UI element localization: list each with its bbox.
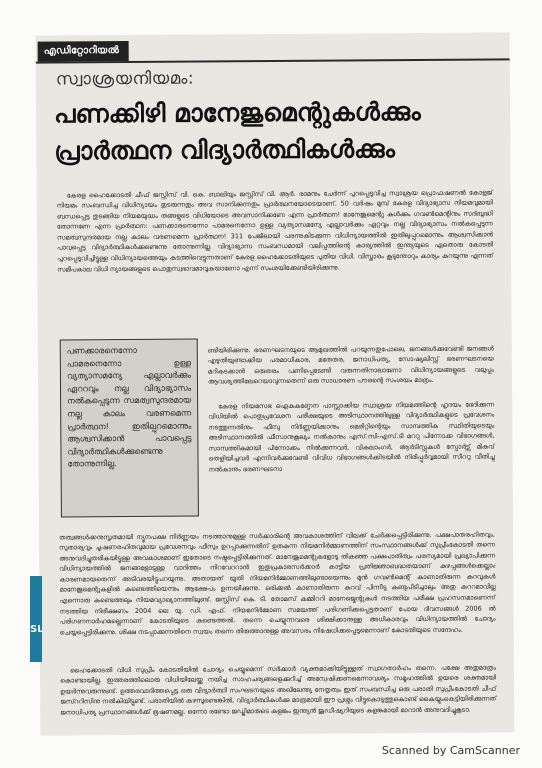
- page-edge-strip: [30, 576, 42, 662]
- newspaper-page: [36, 32, 515, 735]
- body-paragraph-5: ഹൈക്കോടതി വിധി സുപ്രീം കോടതിയിൽ ചോദ്യം ചെയ്യുമെന്ന് സർക്കാർ വ്യക്തമാക്കിയിട്ടുള്ളത് സ്വാഗതാർഹം തന്നെ. പക്ഷേ അതുമാത്രം കൊണ്ടായില്ല. ഇത്തരത്തിലൊരു വിധിയിലേയ്ക്കു നയിച്ച സാഹചര്യങ്ങളെക്കുറിച്ച് അന്വേഷിക്കണമെന്നാവശ്യം സമൂഹത്തിൽ ഉയരെ ശക്തമായി ഉയർന്നുവരുന്നുണ്ട്. ഉത്തരവാദിത്തപ്പെട്ട ഒരു വിദ്യാർത്ഥി സംഘടനയുടെ അഖിലേന്ത്യ നേതൃത്വം ഇത് സംബന്ധിച്ച ഒരു പരാതി സുപ്രീംകോടതി ചീഫ് ജസ്ററിസിനു നൽകിയിട്ടുണ്ട്. പരാതിയിൽ കഴമ്പുണ്ടെങ്കിൽ, വിദ്യാർത്ഥികൾക്കു മാത്രമായി ഈ പ്രശ്നം വിട്ടുകൊടുത്തുകൊണ്ട് കൈയ്യുംകെട്ടിയിരിക്കുന്നത് ജനാധിപത്യ പ്രസ്ഥാനങ്ങൾക്ക് ഭൂഷണമല്ല. ഒന്നോ രണ്ടോ ജഡ്ജിമാരുടെ കളങ്കം ഇന്ത്യൻ ജുഡീഷ്യറിയുടെ കളങ്കമായി മാറാൻ അനുവദിച്ചുകൂടാ.: [60, 662, 497, 717]
- edge-strip-letter: SL: [30, 624, 44, 635]
- headline-line-2: പ്രാർത്ഥന വിദ്യാർത്ഥികൾക്കും: [54, 134, 396, 166]
- headline-line-1: പണക്കിഴി മാനേജുമെന്റുകൾക്കും: [54, 96, 421, 129]
- section-tag: എഡിറ്റോറിയൽ: [38, 41, 129, 62]
- headline: [54, 92, 495, 169]
- scanner-footer: Scanned by CamScanner: [381, 744, 520, 757]
- pull-quote: പണക്കാരനെന്നോ പാമരനെന്നോ ഉള്ള വ്യത്യാസമന്യേ എല്ലാവർക്കും ഏററവും നല്ല വിദ്യാഭ്യാസം നൽകപ്പെടുന്ന സമത്വസുന്ദരമായ നല്ല കാലം വരണമെന്ന പ്രാർത്ഥന! ഇതില്പുറമൊന്നും ആശ്വസിക്കാൻ പാവപ്പെട്ട വിദ്യാർത്ഥികൾക്കുണ്ടെന്നു തോന്നുന്നില്ല.: [60, 339, 199, 518]
- body-paragraph-4: തത്വങ്ങൾക്കനുസൃതമായി ന്യൂനപക്ഷ നിർണ്ണയം നടത്താനുമുള്ള സർക്കാരിന്റെ അവകാശത്തിന് വിലക്ക് ചേർക്കപ്പെട്ടിരിക്കുന്നു. പക്ഷപാതരഹിതവും, സുതാര്യവും ചൂഷണരഹിതവുമായ പ്രവേശനവും ഫീസും ഉറപ്പാക്കുന്നതിന് ഉതകുന്ന നിയമനിർമ്മാണത്തിന് സംസ്ഥാനങ്ങൾക്ക് സുപ്രീംകോടതി തന്നെ അനുവദിച്ചുതരികയിട്ടുള്ള അവകാശമാണ് ഇതോടെ നഷ്ടപ്പെട്ടിരിക്കുന്നത്. മാനേജുമെന്റുകളോടു തികഞ്ഞ പക്ഷപാതിത്വം പരസ്യമായി പ്രഖ്യാപിക്കുന്ന വിധിന്യായത്തിൽ ജനങ്ങളോടുള്ള വാദിത്തം നിറവേററാൻ ഇതുപ്രകാരസർക്കാർ കാട്ടിയ പ്രതിജ്ഞാബദ്ധതയാണ് കുഴപ്പങ്ങൾക്കെല്ലാം കാരണമായതെന്ന് അടിവരയിട്ടുപറയുന്നു. അതായത് യുതി നിയമനിർമ്മാണത്തിലുണ്ടായെന്നും മുൻ ഗവൺമെന്റ് കാണാതിരുന്ന കുറവുകൾ മാനേജുമെന്റുകളിൽ കണ്ടെത്തിയെന്നും ആക്ഷേപം ഉന്നയിക്കുന്നു. ഒരിക്കൽ കാണാതിരുന്ന കുറവ് പിന്നീടു കണ്ടുപിടിച്ചാലും അതു കുററമാവില്ല എന്നൊരു കണ്ടെത്തലും നിയമവ്യാഖ്യാനത്തിലുണ്ട്. ജസ്റ്റിസ് കെ. ടി. തോമസ് കമ്മിററി മാനേജ്മെന്റുകൾ നടത്തിയ പരീക്ഷ പ്രഹസനമാണെന്ന് നടത്തിയ നിരീക്ഷണം 2004 ലെ യു. ഡി. എഫ്. നിയമനിർമ്മാണ സമയത്ത് പരിഗണിക്കപ്പെട്ടതാണ് പോയ ദിവസങ്ങൾ 2006 ൽ പരിഗണനാർഹമല്ലെന്നാണ് കോടതിയുടെ കണ്ടെത്തൽ. തന്നെ ചെയ്യുന്നവരെ ശിക്ഷിക്കാനുള്ള അധികാരവും വിധിന്യായത്തിൽ ചോദ്യം ചെയ്യപ്പെട്ടിരിക്കുന്നു. ശിക്ഷ നടപ്പാക്കുന്നതിനെ സ്വയം തന്നെ തിരുത്താനുള്ള അവസരം നിഷേധിക്കപ്പെടുമെന്നാണ് കോടതിയുടെ സന്ദേഹം.: [59, 529, 496, 637]
- subheading: സ്വാശ്രയനിയമം:: [55, 68, 195, 90]
- body-paragraph-1: കേരള ഹൈക്കോടതി ചീഫ് ജസ്റ്റിസ് വി. കെ. ബാലിയും ജസ്റ്റിസ് വി. ആർ. രാമനും ചേർന്ന് പുറപ്പെടുവിച്ച സ്വാശ്രയ പ്രൊഫഷണൽ കോളജ് നിയമം സംബന്ധിച്ച വിധിന്യായം തുടരുന്നതും അവ സാനിക്കുന്നതും പ്രാർത്ഥനയോടെയാണ്. 50 വർഷം മുമ്പ് കേരള വിദ്യാഭ്യാസ നിയമവുമായി ബന്ധപ്പെട്ട തുടങ്ങിയ നിയമയുദ്ധം തങ്ങളുടെ വിധിയോടെ അവസാനിക്കണേ എന്ന പ്രാർത്ഥന! മാനേജുമെന്റു കൾക്കും ഗവൺമെന്റിനും സദ്ബുദ്ധി തോന്നണേ എന്ന പ്രാർത്ഥന: പണക്കാരനെന്നോ പാമരനെന്നോ ഉള്ള വ്യത്യാസമന്യേ എല്ലാവർക്കും ഏറ്റവും നല്ല വിദ്യാഭ്യാസം നൽകപ്പെടുന്ന സമത്വസുന്ദരമായ നല്ല കാലം വരണമെന്ന പ്രാർത്ഥന! 311 പേജിലായി പരന്നുകിടക്കുന്ന വിധിന്യായത്തിൽ ഇതിലുപ്പുറമൊന്നും ആശ്വസിക്കാൻ പാവപ്പെട്ട വിദ്യാർത്ഥികൾക്കുണ്ടെന്നു തോന്നുന്നില്ല. വിദ്യാഭ്യാസ സംബന്ധമായി വലിപ്പത്തിന്റെ കാര്യത്തിൽ ഇന്ത്യയുടെ ഏതൊരു കോടതി പുറപ്പെടുവിച്ചിട്ടുള്ള വിധിന്യായത്തെയും കടത്തിവെട്ടുന്നതാണ് കേരള ഹൈക്കോടതിയുടെ പുതിയ വിധി. വിസ്താരം കൂടുന്തോറും കാര്യം കുറയുന്നു എന്നത് സമീപകാല വിധി ന്യായങ്ങളുടെ പൊതുസ്വഭാവമാവുകയാണോ എന്ന് സംശയിക്കേണ്ടിയിരിക്കുന്നു.: [56, 187, 494, 274]
- body-paragraph-2: ണ്ടിയിരിക്കുന്നു. ഭരണഘടനയുടെ ആമുഖത്തിൽ പറയുന്നതുപോലെ, ജനങ്ങൾക്കുവേണ്ടി ജനങ്ങൾ എഴുതിയുണ്ടാക്കിയ പരമാധികാര, മതേതര, ജനാധിപത്യ, സോഷ്യലിസ്റ്റ് ഭരണഘടനയെ മറികടക്കാൻ ഒരുതരം പണിപ്പെടേണ്ടി വരുന്നതിനാലാണോ വിധിന്യായങ്ങളുടെ വലുപ്പം ആവശ്യത്തിലേറെയാവുന്നതെന്ന് ഒരു സാധാരണ പൗരന്റെ സംശയം മാത്രം.: [207, 343, 494, 386]
- body-paragraph-3: കേരള നിയമസഭ ഐകകണ്ഠേന പാസ്സാക്കിയ സ്വാശ്രയ നിയമത്തിന്റെ ഹൃദയം ഭേദിക്കുന്ന വിധിയിൽ പൊതുപ്രവേശന പരീക്ഷയുടെ അടിസ്ഥാനത്തിലുള്ള വിദ്യാർത്ഥികളുടെ പ്രവേശനം നടത്തുന്നതിനും ഫീസു നിർണ്ണയിക്കാനും മെരിറ്റിന്റെയും സാമ്പത്തിക സ്ഥിതിയുടെയും അടിസ്ഥാനത്തിൽ ഫീസാനുകൂല്യം നൽകാനും എസ്.സി-എസ്.ടി മററു പിന്നോക്ക വിഭാഗങ്ങൾ, സാമ്പത്തികമായി പിന്നോക്കം നിൽക്കുന്നവർ, വികലാംഗർ, ആർടിസ്റ്റുകൾ സ്പോർട്സ് മികവ് തെളിയിച്ചവർ എന്നിവർക്കുവേണ്ടി വിവിധ വിഭാഗങ്ങൾക്കിടയിൽ നിരിപ്പുർവ്വമായി സീററു വീതിച്ചു നൽകാനും ഭരണഘടനാ: [208, 399, 495, 474]
